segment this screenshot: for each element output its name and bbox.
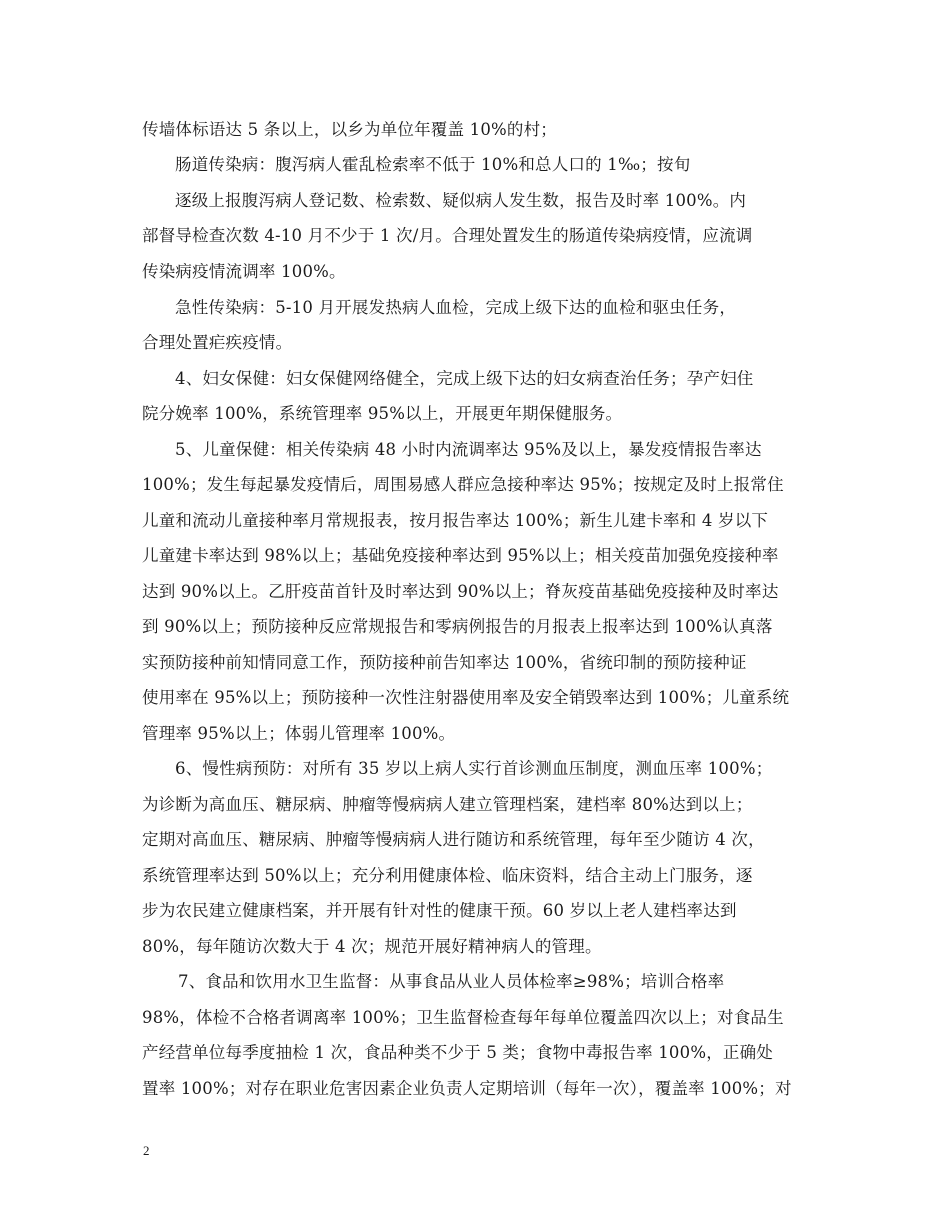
text-line: 定期对高血压、糖尿病、肿瘤等慢病病人进行随访和系统管理，每年至少随访 4 次， <box>142 830 765 849</box>
text-line: 7、食品和饮用水卫生监督：从事食品从业人员体检率≥98%；培训合格率 <box>178 972 725 991</box>
text-line: 合理处置疟疾疫情。 <box>142 333 293 352</box>
text-line: 系统管理率达到 50%以上；充分利用健康体检、临床资料，结合主动上门服务，逐 <box>142 866 753 885</box>
text-line: 传染病疫情流调率 100%。 <box>142 262 346 281</box>
text-line: 肠道传染病：腹泻病人霍乱检索率不低于 10%和总人口的 1‰；按旬 <box>175 155 691 174</box>
text-line: 传墙体标语达 5 条以上，以乡为单位年覆盖 10%的村； <box>142 120 558 139</box>
text-line: 使用率在 95%以上；预防接种一次性注射器使用率及安全销毁率达到 100%；儿童系统 <box>142 688 790 707</box>
text-line: 步为农民建立健康档案，并开展有针对性的健康干预。60 岁以上老人建档率达到 <box>142 901 737 920</box>
page-number: 2 <box>143 1143 150 1158</box>
text-line: 急性传染病：5-10 月开展发热病人血检，完成上级下达的血检和驱虫任务， <box>175 298 737 317</box>
text-line: 80%，每年随访次数大于 4 次；规范开展好精神病人的管理。 <box>142 937 602 956</box>
text-line: 产经营单位每季度抽检 1 次，食品种类不少于 5 类；食物中毒报告率 100%，正确处 <box>142 1043 773 1062</box>
text-line: 部督导检查次数 4-10 月不少于 1 次/月。合理处置发生的肠道传染病疫情，应流调 <box>142 226 753 245</box>
text-line: 4、妇女保健：妇女保健网络健全，完成上级下达的妇女病查治任务；孕产妇住 <box>175 369 754 388</box>
text-line: 达到 90%以上。乙肝疫苗首针及时率达到 90%以上；脊灰疫苗基础免疫接种及时率达 <box>142 582 779 601</box>
text-line: 100%；发生每起暴发疫情后，周围易感人群应急接种率达 95%；按规定及时上报常住 <box>142 475 784 494</box>
text-line: 98%，体检不合格者调离率 100%；卫生监督检查每年每单位覆盖四次以上；对食品生 <box>142 1008 784 1027</box>
text-line: 儿童和流动儿童接种率月常规报表，按月报告率达 100%；新生儿建卡率和 4 岁以下 <box>142 511 769 530</box>
text-line: 逐级上报腹泻病人登记数、检索数、疑似病人发生数，报告及时率 100%。内 <box>175 191 747 210</box>
text-line: 置率 100%；对存在职业危害因素企业负责人定期培训（每年一次），覆盖率 100%；对 <box>142 1079 792 1098</box>
text-line: 为诊断为高血压、糖尿病、肿瘤等慢病病人建立管理档案，建档率 80%达到以上； <box>142 795 753 814</box>
text-line: 管理率 95%以上；体弱儿管理率 100%。 <box>142 724 456 743</box>
text-line: 5、儿童保健：相关传染病 48 小时内流调率达 95%及以上，暴发疫情报告率达 <box>175 440 762 459</box>
text-line: 儿童建卡率达到 98%以上；基础免疫接种率达到 95%以上；相关疫苗加强免疫接种率 <box>142 546 779 565</box>
text-line: 实预防接种前知情同意工作，预防接种前告知率达 100%，省统印制的预防接种证 <box>142 653 747 672</box>
text-line: 院分娩率 100%，系统管理率 95%以上，开展更年期保健服务。 <box>142 404 623 423</box>
text-line: 6、慢性病预防：对所有 35 岁以上病人实行首诊测血压制度，测血压率 100%； <box>175 759 773 778</box>
text-line: 到 90%以上；预防接种反应常规报告和零病例报告的月报表上报率达到 100%认真落 <box>142 617 773 636</box>
